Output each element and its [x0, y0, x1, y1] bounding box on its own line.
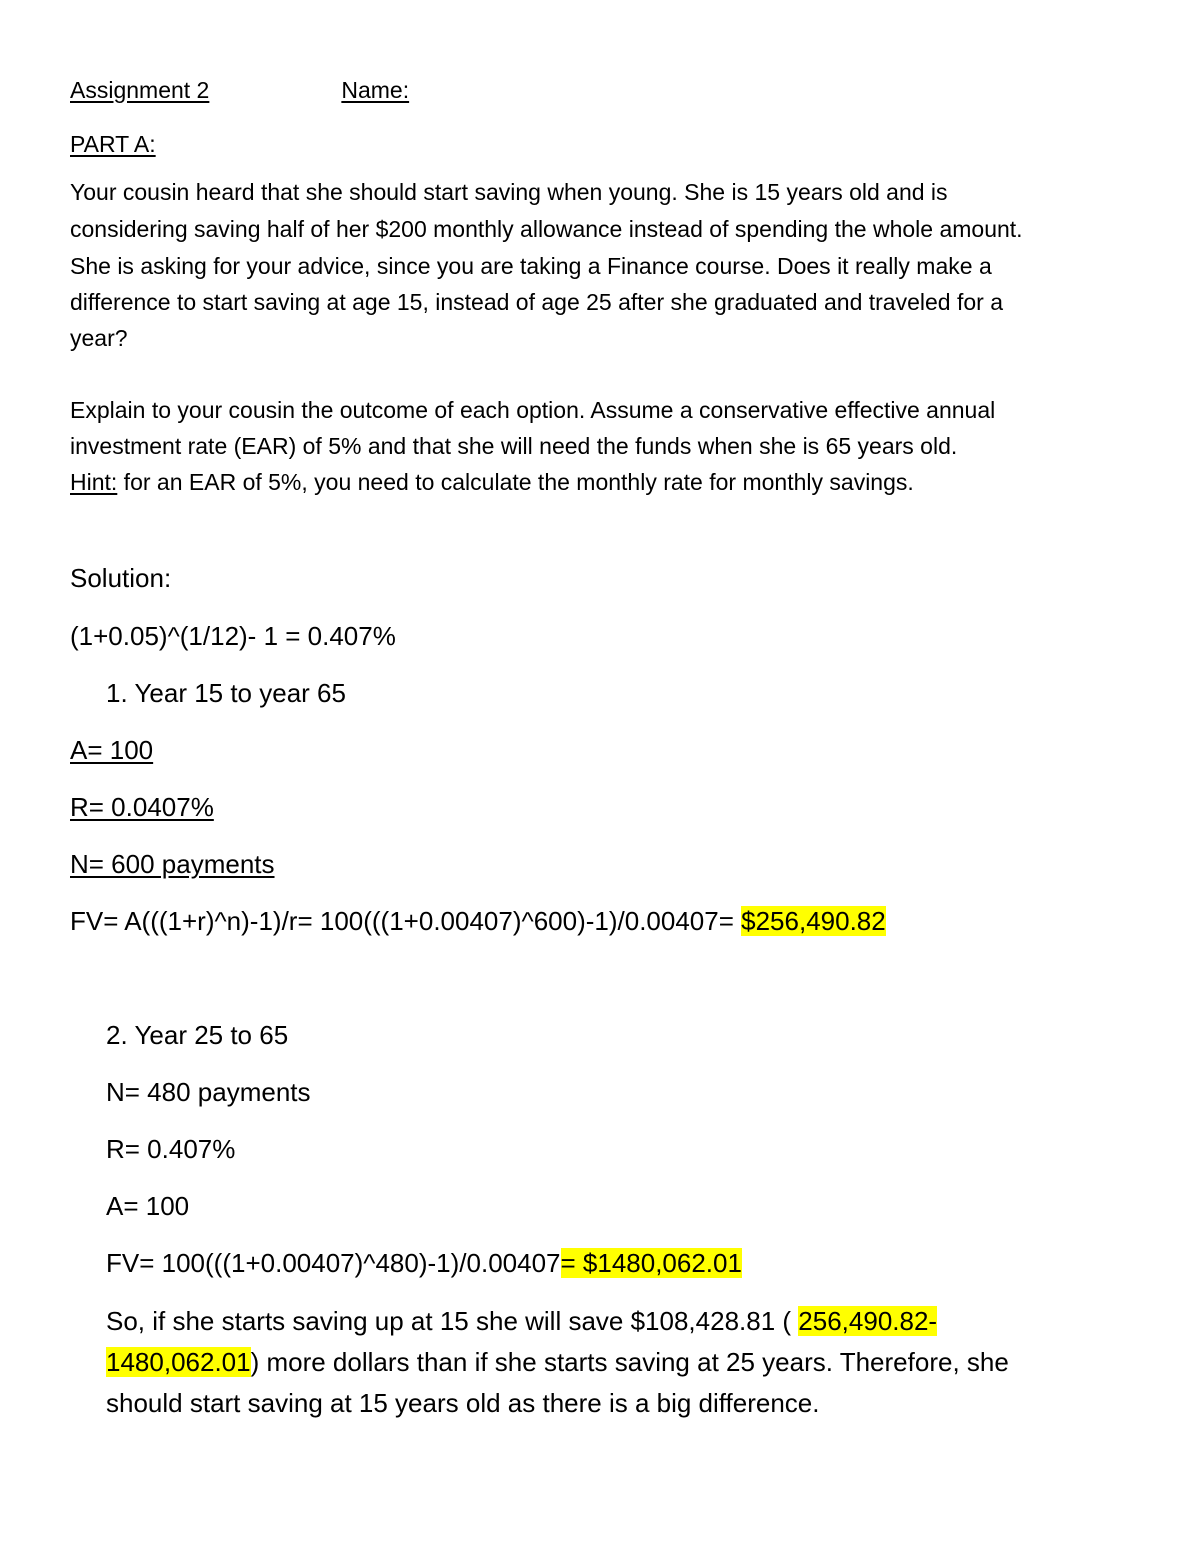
monthly-rate-formula: (1+0.05)^(1/12)- 1 = 0.407%	[70, 621, 396, 651]
hint-label: Hint:	[70, 469, 118, 495]
conclusion-line	[106, 1308, 937, 1334]
question-line: Your cousin heard that she should start saving when young. She is 15 years old and is	[70, 179, 948, 205]
hint-text: for an EAR of 5%, you need to calculate the monthly rate for monthly savings.	[117, 469, 914, 495]
conclusion-text: ) more dollars than if she starts saving at 25 years. Therefore, she	[250, 1347, 1009, 1377]
hint-line	[70, 471, 914, 494]
part-a-heading: PART A:	[70, 131, 156, 157]
option2-a: A= 100	[106, 1191, 190, 1221]
option2-title: 2. Year 25 to 65	[106, 1020, 289, 1050]
option1-title: 1. Year 15 to year 65	[106, 678, 346, 708]
question-line: considering saving half of her $200 monthly allowance instead of spending the whole amount.	[70, 216, 1023, 242]
header-line	[70, 79, 409, 102]
option2-fv-formula: FV= 100(((1+0.00407)^480)-1)/0.00407	[106, 1248, 561, 1278]
name-label: Name:	[341, 77, 410, 103]
option1-fv-result: $256,490.82	[741, 906, 886, 936]
conclusion-line	[106, 1349, 1009, 1375]
option1-n: N= 600 payments	[70, 849, 275, 879]
option1-a: A= 100	[70, 735, 154, 765]
instruction-line: Explain to your cousin the outcome of each option. Assume a conservative effective annual	[70, 397, 996, 423]
option1-r: R= 0.0407%	[70, 792, 214, 822]
solution-label: Solution:	[70, 563, 172, 593]
question-line: difference to start saving at age 15, instead of age 25 after she graduated and traveled for a	[70, 289, 1003, 315]
conclusion-highlight: 256,490.82-	[798, 1306, 938, 1336]
option1-fv	[70, 908, 886, 934]
question-line: year?	[70, 325, 128, 351]
instruction-line: investment rate (EAR) of 5% and that she will need the funds when she is 65 years old.	[70, 433, 958, 459]
conclusion-line: should start saving at 15 years old as there is a big difference.	[106, 1388, 820, 1418]
option2-fv	[106, 1250, 742, 1276]
conclusion-highlight: 1480,062.01	[106, 1347, 251, 1377]
conclusion-text: So, if she starts saving up at 15 she will save $108,428.81 (	[106, 1306, 799, 1336]
option2-fv-result: = $1480,062.01	[560, 1248, 742, 1278]
option2-r: R= 0.407%	[106, 1134, 236, 1164]
option2-n: N= 480 payments	[106, 1077, 311, 1107]
assignment-title: Assignment 2	[70, 77, 210, 103]
option1-fv-formula: FV= A(((1+r)^n)-1)/r= 100(((1+0.00407)^600)-1)/0.00407=	[70, 906, 742, 936]
question-line: She is asking for your advice, since you are taking a Finance course. Does it really make a	[70, 253, 992, 279]
